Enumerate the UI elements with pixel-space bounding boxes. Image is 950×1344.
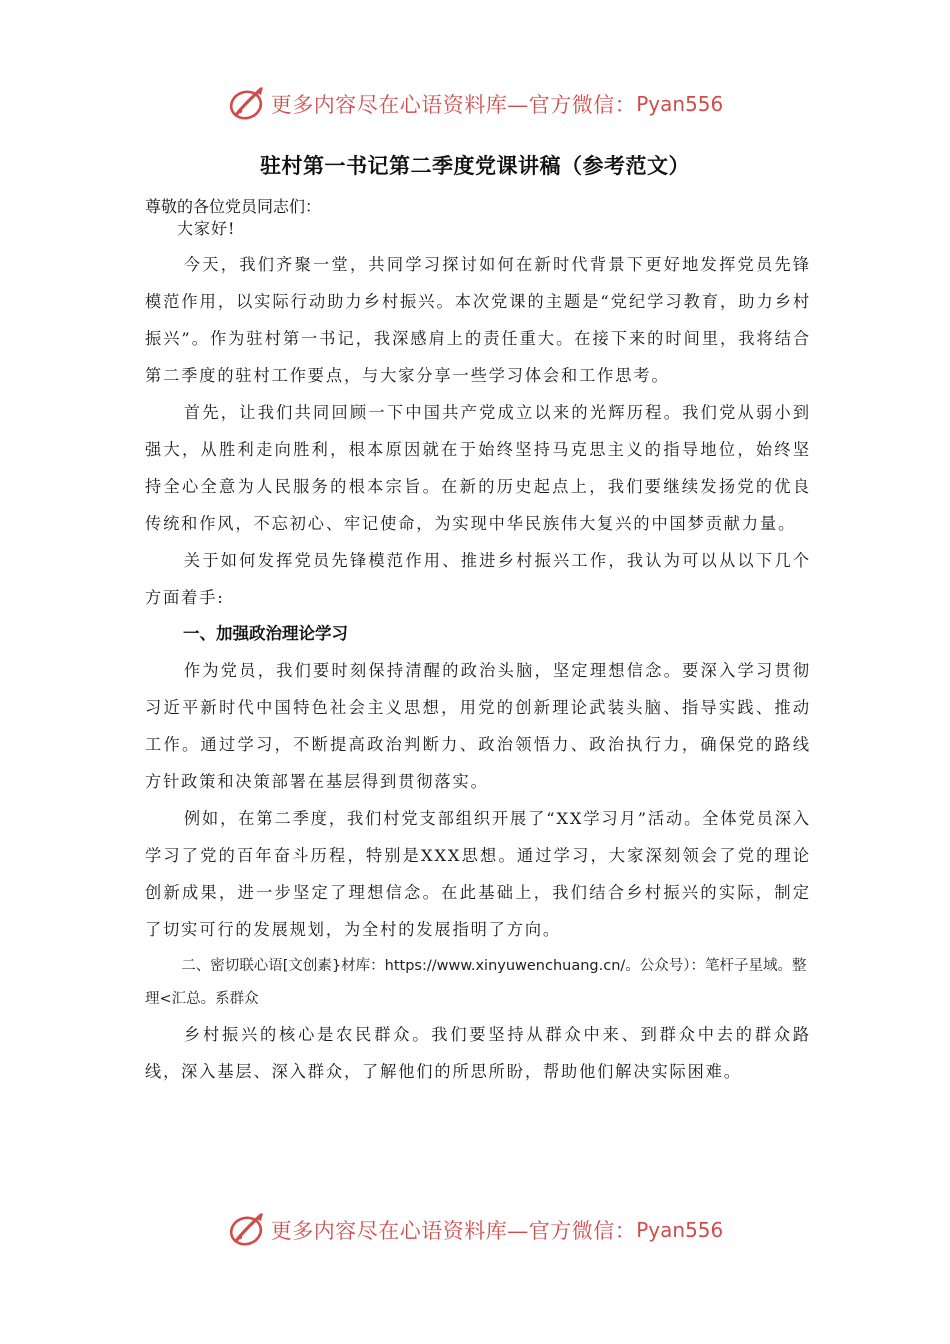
paragraph: 今天，我们齐聚一堂，共同学习探讨如何在新时代背景下更好地发挥党员先锋模范作用，以实际行动助力乡村振兴。本次党课的主题是“党纪学习教育，助力乡村振兴”。作为驻村第一书记，我深感肩上的责任重大。在接下来的时间里，我将结合第二季度的驻村工作要点，与大家分享一些学习体会和工作思考。 (145, 255, 811, 385)
document-body (145, 196, 811, 1090)
pen-swirl-icon (227, 84, 267, 124)
pen-swirl-icon (227, 1210, 267, 1250)
header-watermark (0, 82, 950, 126)
watermark-wechat-id: Pyan556 (636, 92, 724, 116)
paragraph: 关于如何发挥党员先锋模范作用、推进乡村振兴工作，我认为可以从以下几个方面着手: (145, 551, 811, 607)
paragraph: 首先，让我们共同回顾一下中国共产党成立以来的光辉历程。我们党从弱小到强大，从胜利走向胜利，根本原因就在于始终坚持马克思主义的指导地位，始终坚持全心全意为人民服务的根本宗旨。在新的历史起点上，我们要继续发扬党的优良传统和作风，不忘初心、牢记使命，为实现中华民族伟大复兴的中国梦贡献力量。 (145, 403, 811, 533)
greeting: 大家好! (177, 219, 236, 238)
watermark-text: 更多内容尽在心语资料库—官方微信： (270, 1219, 637, 1243)
section-heading-2: 二、密切联心语[文创素}材库：https://www.xinyuwenchuang.cn/。公众号）：笔杆子星域。整理<汇总。系群众 (145, 958, 807, 1007)
watermark-wechat-id: Pyan556 (636, 1218, 724, 1242)
footer-watermark (0, 1208, 950, 1252)
paragraph: 乡村振兴的核心是农民群众。我们要坚持从群众中来、到群众中去的群众路线，深入基层、深入群众，了解他们的所思所盼，帮助他们解决实际困难。 (145, 1025, 811, 1081)
document-title: 驻村第一书记第二季度党课讲稿（参考范文） (260, 153, 690, 178)
paragraph: 例如，在第二季度，我们村党支部组织开展了“XX学习月”活动。全体党员深入学习了党的百年奋斗历程，特别是XXX思想。通过学习，大家深刻领会了党的理论创新成果，进一步坚定了理想信念。在此基础上，我们结合乡村振兴的实际，制定了切实可行的发展规划，为全村的发展指明了方向。 (145, 809, 811, 939)
salutation: 尊敬的各位党员同志们： (145, 197, 322, 216)
watermark-text: 更多内容尽在心语资料库—官方微信： (270, 93, 637, 117)
section-heading-1: 一、加强政治理论学习 (182, 624, 348, 643)
paragraph: 作为党员，我们要时刻保持清醒的政治头脑，坚定理想信念。要深入学习贯彻习近平新时代中国特色社会主义思想，用党的创新理论武装头脑、指导实践、推动工作。通过学习，不断提高政治判断力、政治领悟力、政治执行力，确保党的路线方针政策和决策部署在基层得到贯彻落实。 (145, 661, 811, 791)
